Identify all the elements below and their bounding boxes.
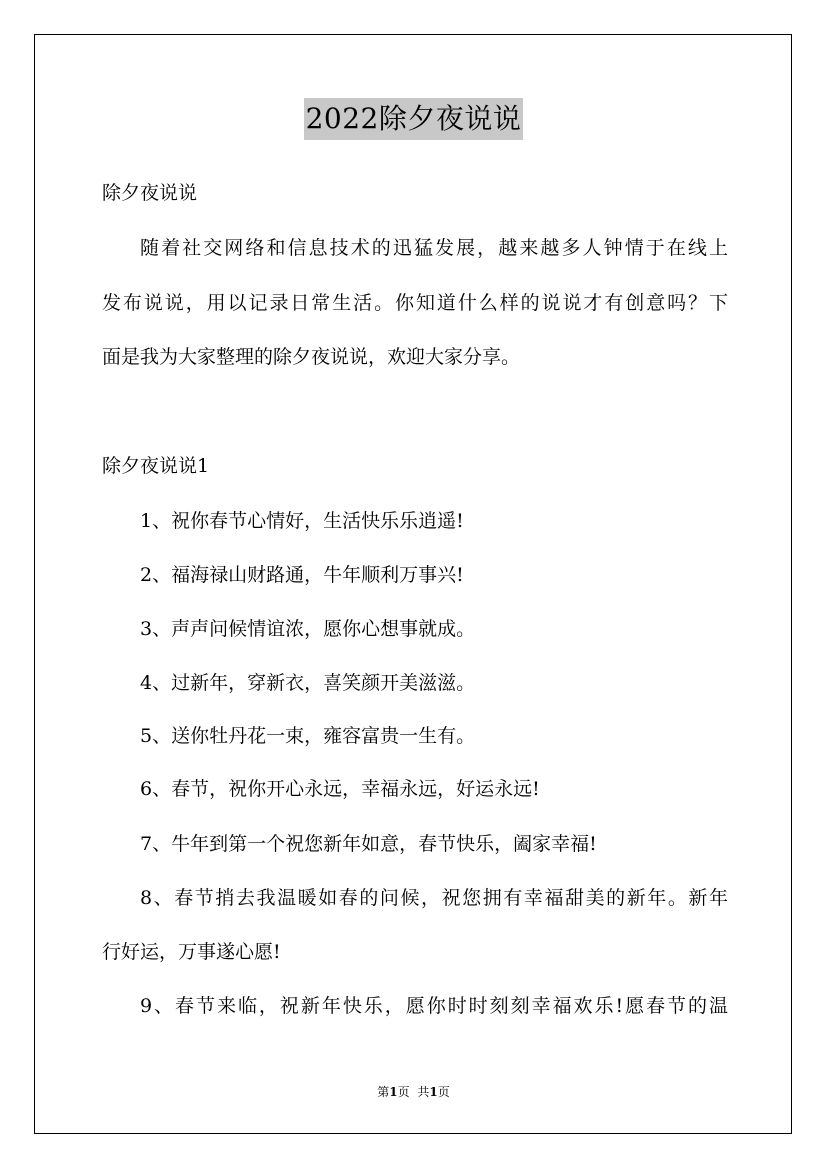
list-item-6: 6、春节，祝你开心永远，幸福永远，好运永远! xyxy=(140,778,540,800)
list-item-8-continued: 行好运，万事遂心愿! xyxy=(102,941,281,963)
document-heading: 除夕夜说说 xyxy=(102,182,198,204)
footer-prefix: 第 xyxy=(377,1085,390,1099)
footer-page-number: 1 xyxy=(389,1085,398,1099)
page-footer xyxy=(0,1084,827,1100)
document-title: 2022除夕夜说说 xyxy=(304,98,524,140)
list-item-8: 8、春节捎去我温暖如春的问候，祝您拥有幸福甜美的新年。新年 xyxy=(140,887,728,909)
footer-total-pages: 1 xyxy=(429,1085,438,1099)
intro-line-2: 发布说说，用以记录日常生活。你知道什么样的说说才有创意吗？下 xyxy=(102,292,728,314)
title-container xyxy=(0,98,827,140)
intro-line-3: 面是我为大家整理的除夕夜说说，欢迎大家分享。 xyxy=(102,346,521,368)
list-item-2: 2、福海禄山财路通，牛年顺利万事兴! xyxy=(140,564,464,586)
list-item-3: 3、声声问候情谊浓，愿你心想事就成。 xyxy=(140,618,476,640)
section-heading: 除夕夜说说1 xyxy=(102,455,210,477)
footer-page-unit: 页 xyxy=(397,1085,410,1099)
list-item-4: 4、过新年，穿新衣，喜笑颜开美滋滋。 xyxy=(140,672,476,694)
list-item-7: 7、牛年到第一个祝您新年如意，春节快乐，阖家幸福! xyxy=(140,833,597,855)
intro-line-1: 随着社交网络和信息技术的迅猛发展，越来越多人钟情于在线上 xyxy=(140,237,728,259)
list-item-5: 5、送你牡丹花一束，雍容富贵一生有。 xyxy=(140,725,476,747)
list-item-9: 9、春节来临，祝新年快乐，愿你时时刻刻幸福欢乐!愿春节的温 xyxy=(140,995,728,1017)
list-item-1: 1、祝你春节心情好，生活快乐乐逍遥! xyxy=(140,510,464,532)
footer-total-prefix: 共 xyxy=(417,1085,430,1099)
footer-total-unit: 页 xyxy=(437,1085,450,1099)
